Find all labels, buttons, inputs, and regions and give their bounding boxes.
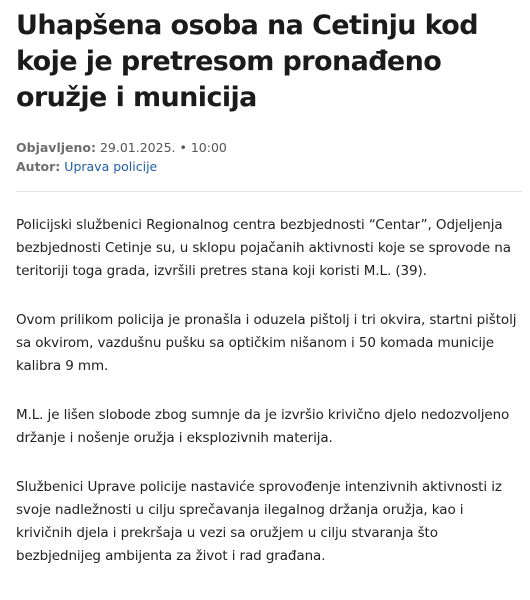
paragraph-3: M.L. je lišen slobode zbog sumnje da je izvršio krivično djelo nedozvoljeno držanje i nošenje oružja i eksplozivnih materija. (16, 407, 510, 446)
article (16, 0, 522, 594)
published-row (16, 138, 522, 157)
published-label: Objavljeno: (16, 140, 96, 155)
paragraph-4: Službenici Uprave policije nastaviće sprovođenje intenzivnih aktivnosti iz svoje nadležnosti u cilju sprečavanja ilegalnog držanja oružja, kao i krivičnih djela i prekršaja u vezi sa oružjem u cilju stvaranja što bezbjednijeg ambijenta za život i rad građana. (16, 479, 502, 564)
paragraph-2: Ovom prilikom policija je pronašla i oduzela pištolj i tri okvira, startni pištolj sa okvirom, vazdušnu pušku sa optičkim nišanom i 50 komada municije kalibra 9 mm. (16, 312, 517, 374)
published-date: 29.01.2025. • 10:00 (99, 140, 227, 155)
article-body (16, 214, 522, 568)
article-title: Uhapšena osoba na Cetinju kod koje je pretresom pronađeno oružje i municija (16, 10, 478, 113)
author-link[interactable]: Uprava policije (64, 159, 158, 174)
divider (16, 191, 522, 192)
author-label: Autor: (16, 159, 61, 174)
author-row (16, 157, 522, 176)
article-meta (16, 138, 522, 176)
paragraph-1: Policijski službenici Regionalnog centra bezbjednosti “Centar”, Odjeljenja bezbjednosti Cetinje su, u sklopu pojačanih aktivnosti koje se sprovode na teritoriji toga grada, izvršili pretres stana koji koristi M.L. (39). (16, 217, 511, 279)
